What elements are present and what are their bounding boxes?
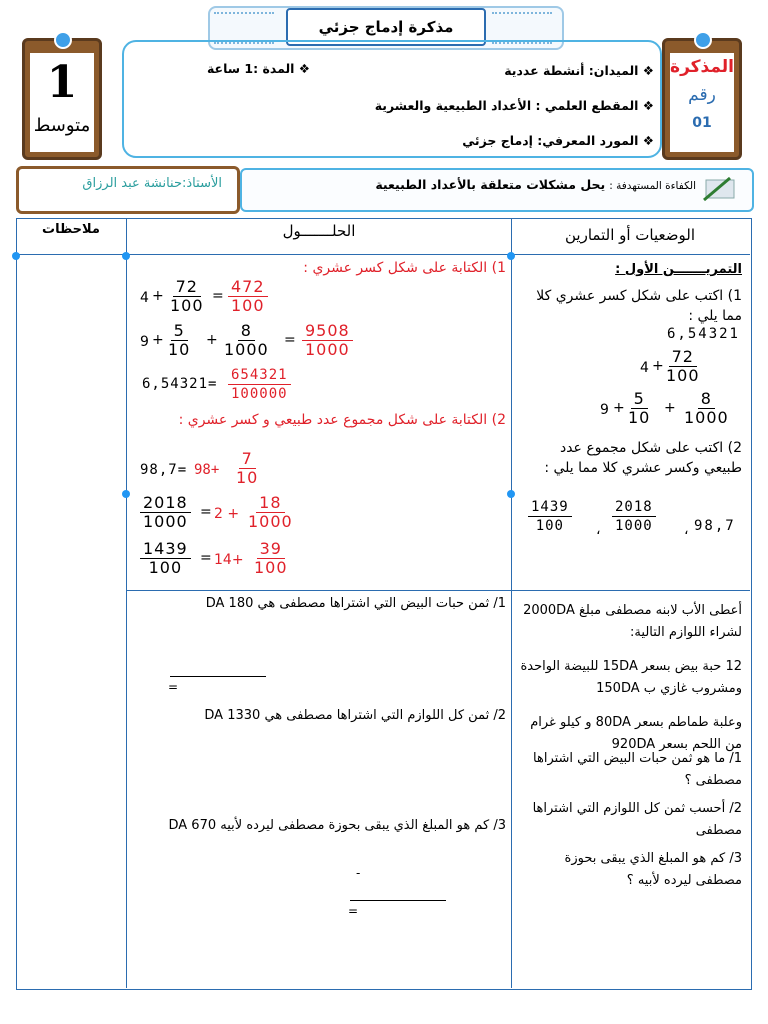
- row-divider-mid: [126, 590, 750, 591]
- ex1-whole-9: 9: [600, 402, 609, 418]
- ex1-plus: +: [613, 400, 625, 416]
- table-corner-dot: [507, 490, 515, 498]
- ex1-whole-4: 4: [640, 360, 649, 376]
- ex1-plus: +: [664, 400, 676, 416]
- sol1-frac-5-10: [168, 322, 190, 359]
- clip-ring-icon: [54, 31, 72, 49]
- sol1-plus: +: [206, 332, 218, 348]
- frac-den: 1000: [248, 512, 293, 531]
- level-badge: [22, 38, 102, 160]
- field-text: الميدان: أنشطة عددية: [504, 63, 639, 78]
- sol1-whole-2: 2 +: [214, 506, 240, 522]
- ex1-frac-72-100: [666, 348, 700, 385]
- ex1-frac-2018-1000: [612, 498, 656, 535]
- frac-num: 8: [698, 390, 715, 409]
- situation2-p2: 12 حبة بيض بسعر 15DA للبيضة الواحدة ومشروب غازي ب 150DA: [520, 659, 742, 696]
- sol1-eq: =: [200, 550, 212, 566]
- frac-den: 100: [170, 296, 204, 315]
- sol1-frac-39-100: [254, 540, 288, 577]
- solution2-a2: 2/ ثمن كل اللوازم التي اشتراها مصطفى هي 1330 DA: [204, 708, 506, 723]
- sol1-frac-8-1000: [224, 322, 269, 359]
- memo-number: 01: [692, 115, 712, 131]
- solution2-a3: 3/ كم هو المبلغ الذي يبقى بحوزة مصطفى ليرده لأبيه 670 DA: [168, 818, 506, 833]
- ex1-sep: ،: [684, 522, 689, 538]
- situation2-q2: 2/ أحسب ثمن كل اللوازم التي اشتراها مصطفى: [532, 801, 742, 838]
- sol1-whole-98: 98+: [194, 462, 220, 478]
- table-corner-dot: [122, 252, 130, 260]
- ex1-plus: +: [652, 358, 664, 374]
- frac-num: 18: [256, 494, 284, 513]
- frac-den: 10: [236, 468, 259, 487]
- sol1-frac-654321: [228, 366, 291, 403]
- frac-den: 10: [168, 340, 191, 359]
- sol1-whole-4: 4: [140, 290, 149, 306]
- frac-num: 654321: [228, 366, 291, 385]
- col-divider-1: [126, 218, 127, 988]
- frac-den: 1000: [615, 518, 653, 534]
- col-header-notes: ملاحظات: [42, 222, 100, 237]
- header-field: ❖ الميدان: أنشطة عددية: [504, 63, 654, 78]
- frac-den: 1000: [224, 340, 269, 359]
- situation2-q3: 3/ كم هو المبلغ الذي يبقى بحوزة مصطفى ليرده لأبيه ؟: [564, 851, 742, 888]
- sol1-whole-9: 9: [140, 334, 149, 350]
- situation2-p1: أعطى الأب لابنه مصطفى مبلغ 2000DA لشراء اللوازم التالية:: [523, 603, 742, 640]
- frac-num: 2018: [140, 494, 191, 513]
- ex1-frac-5-10: [628, 390, 650, 427]
- exercise1-q2: 2) اكتب على شكل مجموع عدد طبيعي وكسر عشري كلا مما يلي :: [544, 440, 742, 476]
- frac-num: 72: [669, 348, 697, 367]
- section-text: المقطع العلمي : الأعداد الطبيعية والعشرية: [374, 98, 639, 113]
- situation2-q1: 1/ ما هو ثمن حبات البيض التي اشتراها مصطفى ؟: [533, 751, 742, 788]
- sol1-whole-14: 14+: [214, 552, 244, 568]
- answer-line: [350, 900, 446, 901]
- frac-num: 7: [239, 450, 256, 469]
- situation2-p3: وعلبة طماطم بسعر 80DA و كيلو غرام من اللحم بسعر 920DA: [530, 715, 742, 752]
- memo-title: المذكرة: [670, 57, 734, 77]
- col-header-solutions: الحلـــــــول: [282, 222, 356, 240]
- sol1-left-654321: 6,54321=: [142, 376, 218, 392]
- solution2-a1: 1/ ثمن حبات البيض التي اشتراها مصطفى هي 180 DA: [205, 596, 506, 611]
- sol1-frac-472-100: [228, 278, 268, 315]
- frac-den: 100: [231, 296, 265, 315]
- level-number: 1: [46, 57, 78, 108]
- clip-ring-icon: [694, 31, 712, 49]
- answer-line: [170, 676, 266, 677]
- sol1-eq: =: [212, 288, 224, 304]
- page-title: مذكرة إدماج جزئي: [286, 8, 486, 46]
- frac-den: 100000: [231, 386, 288, 402]
- ex1-sep: ،: [596, 522, 601, 538]
- ex1-frac-1439-100: [528, 498, 572, 535]
- sol1-eq: =: [284, 332, 296, 348]
- table-corner-dot: [507, 252, 515, 260]
- col-divider-2: [511, 218, 512, 988]
- table-corner-dot: [12, 252, 20, 260]
- frac-num: 5: [171, 322, 188, 341]
- frac-num: 9508: [302, 322, 353, 341]
- frac-num: 72: [173, 278, 201, 297]
- sol1-left-98-7: 98,7=: [140, 462, 188, 478]
- frac-den: 100: [666, 366, 700, 385]
- memo-label: رقم: [688, 85, 716, 105]
- level-label: متوسط: [33, 115, 91, 136]
- header-section: ❖ المقطع العلمي : الأعداد الطبيعية والعشرية: [374, 98, 654, 113]
- ex1-frac-8-1000: [684, 390, 729, 427]
- sol1-frac-1439-100: [140, 540, 191, 577]
- competence-line: [300, 177, 696, 192]
- frac-num: 2018: [612, 498, 656, 517]
- exercise1-q1-item1: 6,54321: [666, 326, 740, 342]
- sol1-frac-2018-1000: [140, 494, 191, 531]
- competence-text: يحل مشكلات متعلقة بالأعداد الطبيعية: [375, 177, 606, 192]
- frac-num: 39: [257, 540, 285, 559]
- solution2-eq: =: [168, 680, 179, 694]
- frac-den: 100: [535, 518, 564, 534]
- frac-den: 1000: [684, 408, 729, 427]
- competence-icon: [700, 174, 740, 204]
- solution1-h2: 2) الكتابة على شكل مجموع عدد طبيعي و كسر عشري :: [178, 412, 506, 428]
- resource-text: المورد المعرفي: إدماج جزئي: [462, 133, 639, 148]
- ex1-item-98-7: 98,7: [694, 518, 736, 534]
- sol1-plus: +: [152, 288, 164, 304]
- frac-den: 1000: [305, 340, 350, 359]
- solution2-minus: -: [356, 866, 361, 880]
- solution1-h1: 1) الكتابة على شكل كسر عشري :: [303, 260, 506, 276]
- frac-num: 472: [228, 278, 268, 297]
- frac-den: 1000: [143, 512, 188, 531]
- duration-text: المدة :1 ساعة: [206, 61, 295, 76]
- header-resource: ❖ المورد المعرفي: إدماج جزئي: [462, 133, 654, 148]
- frac-den: 100: [254, 558, 288, 577]
- teacher-name: الأستاذ:حنانشة عبد الرزاق: [82, 176, 222, 191]
- frac-den: 10: [628, 408, 651, 427]
- header-duration: ❖ المدة :1 ساعة: [206, 61, 310, 76]
- sol1-frac-9508-1000: [302, 322, 353, 359]
- exercise1-q1: 1) اكتب على شكل كسر عشري كلا مما يلي :: [536, 288, 742, 324]
- frac-den: 100: [148, 558, 183, 577]
- memo-badge: [662, 38, 742, 160]
- sol1-frac-72-100: [170, 278, 204, 315]
- table-corner-dot: [122, 490, 130, 498]
- col-header-situations: الوضعيات أو التمارين: [565, 226, 695, 244]
- sol1-eq: =: [200, 504, 212, 520]
- frac-num: 8: [238, 322, 255, 341]
- sol1-plus: +: [152, 332, 164, 348]
- sol1-frac-7-10: [236, 450, 258, 487]
- sol1-frac-18-1000: [248, 494, 293, 531]
- frac-num: 5: [631, 390, 648, 409]
- frac-num: 1439: [140, 540, 191, 559]
- solution2-eq: =: [348, 904, 359, 918]
- competence-label: الكفاءة المستهدفة :: [609, 180, 696, 192]
- frac-num: 1439: [528, 498, 572, 517]
- exercise1-heading: التمريـــــــن الأول :: [615, 262, 742, 277]
